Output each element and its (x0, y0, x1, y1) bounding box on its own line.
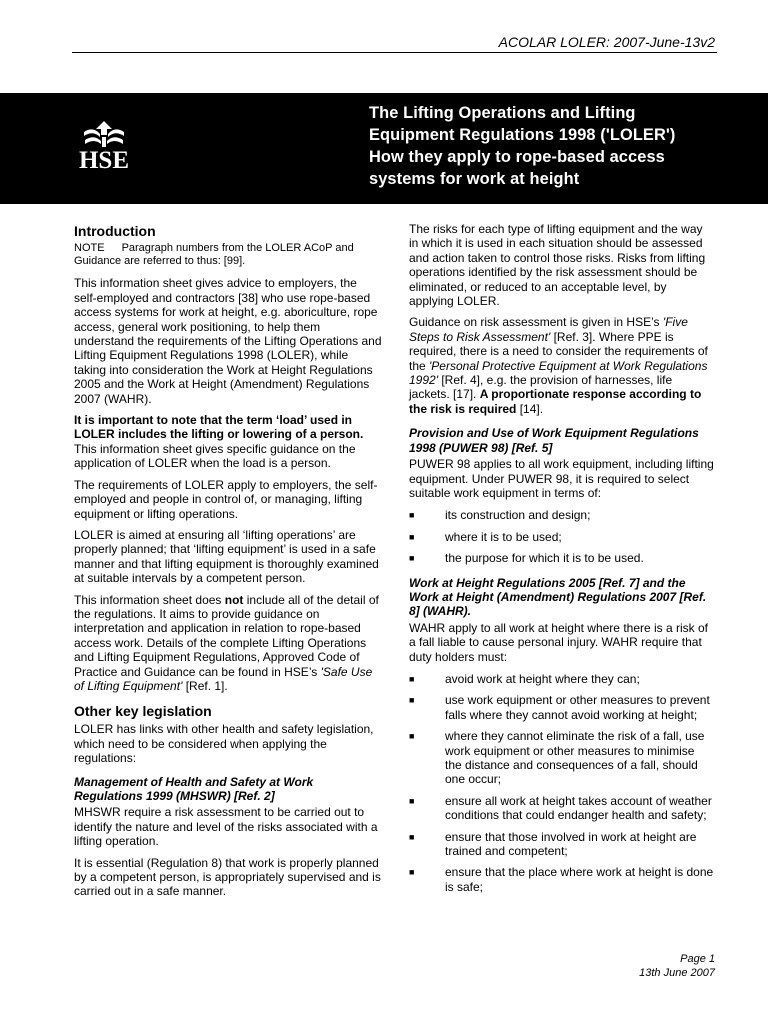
wahr-heading: Work at Height Regulations 2005 [Ref. 7] and the Work at Height (Amendment) Regulations 2007 [Ref. 8] (WAHR). (409, 575, 707, 619)
scope-text: This information sheet does (74, 592, 225, 607)
list-item-text: ensure that the place where work at height is done is safe; (445, 865, 714, 894)
hse-logo (76, 120, 132, 174)
list-item-text: where it is to be used; (445, 529, 562, 544)
puwer-paragraph: PUWER 98 applies to all work equipment, including lifting equipment. Under PUWER 98, it is required to select suitable work equipment in terms of: (409, 457, 714, 500)
list-item (409, 794, 714, 823)
guidance-text: [Ref. 3]. Where PPE is required, there is a need to consider the requirements of the (409, 329, 708, 373)
guidance-emphasis: A proportionate response according to the risk is required (409, 387, 702, 416)
guidance-paragraph (409, 315, 714, 416)
guidance-text: [14]. (516, 401, 544, 416)
guidance-text: [Ref. 4], e.g. the provision of harnesses, life jackets. [17]. (409, 373, 673, 402)
list-item (409, 693, 714, 722)
right-column (409, 222, 714, 901)
list-item-text: where they cannot eliminate the risk of a fall, use work equipment or other measures to minimise the distance and consequences of a fall, should one occur; (445, 729, 705, 787)
title-line: Equipment Regulations 1998 ('LOLER') (369, 126, 676, 144)
publication-title: 'Personal Protective Equipment at Work Regulations 1992' (409, 358, 708, 388)
footer-date: 13th June 2007 (639, 967, 715, 979)
scope-text: include all of the detail of the regulations. It aims to provide guidance on interpretation and application in relation to rope-based access work. Details of the complete Lifting Operations and Lifting Equipment Regulations, Approved Code of Practice and Guidance can be found in HSE’s (74, 592, 379, 679)
header-rule (72, 52, 717, 53)
scope-text: [Ref. 1]. (182, 678, 228, 693)
bullet-icon: ■ (409, 673, 415, 684)
bullet-icon: ■ (409, 553, 415, 564)
left-column (74, 222, 382, 906)
title-line: systems for work at height (369, 170, 580, 188)
mhswr-paragraph: MHSWR require a risk assessment to be carried out to identify the nature and level of the risks associated with a lifting operation. (74, 805, 378, 849)
list-item (409, 830, 714, 859)
title-line: The Lifting Operations and Lifting (369, 104, 636, 122)
wahr-bullet-list (409, 672, 714, 894)
bullet-icon: ■ (409, 795, 415, 806)
page-number: Page 1 (680, 953, 715, 965)
scope-paragraph (74, 593, 382, 694)
load-paragraph-rest: This information sheet gives specific guidance on the application of LOLER when the load is a person. (74, 441, 356, 471)
title-line: How they apply to rope-based access (369, 148, 665, 166)
planning-paragraph: It is essential (Regulation 8) that work is properly planned by a competent person, is appropriately supervised and is carried out in a safe manner. (74, 855, 381, 899)
list-item-text: its construction and design; (445, 508, 591, 523)
list-item-text: use work equipment or other measures to prevent falls where they cannot avoid working at height; (445, 693, 710, 722)
list-item (409, 530, 714, 544)
list-item-text: avoid work at height where they can; (445, 671, 640, 686)
list-item-text: ensure that those involved in work at height are trained and competent; (445, 829, 697, 859)
page-footer (639, 952, 715, 980)
applicability-paragraph: The requirements of LOLER apply to employers, the self-employed and people in control of, or managing, lifting equipment or lifting operations. (74, 477, 378, 521)
legislation-links-paragraph: LOLER has links with other health and safety legislation, which need to be considered when applying the regulations: (74, 722, 374, 766)
bullet-icon: ■ (409, 831, 415, 842)
scope-emphasis: not (224, 592, 244, 607)
list-item (409, 551, 714, 565)
note-paragraph (74, 242, 382, 268)
guidance-text: Guidance on risk assessment is given in HSE’s (409, 315, 663, 330)
intro-paragraph: This information sheet gives advice to employers, the self-employed and contractors [38] who use rope-based access systems for work at height, e.g. aboriculture, rope access, general work positioning, to help them understand the requirements of the Lifting Operations and Lifting Equipment Regulations 1998 (LOLER), while taking into consideration the Work at Height Regulations 2005 and the Work at Height (Amendment) Regulations 2007 (WAHR). (74, 276, 382, 406)
list-item (409, 508, 714, 522)
hse-emblem-icon (81, 120, 127, 148)
puwer-heading: Provision and Use of Work Equipment Regulations 1998 (PUWER 98) [Ref. 5] (409, 426, 699, 455)
banner-title (369, 102, 759, 190)
list-item-text: the purpose for which it is to be used. (445, 551, 644, 566)
load-emphasis: It is important to note that the term ‘load’ used in LOLER includes the lifting or lowering of a person. (74, 413, 364, 442)
bullet-icon: ■ (409, 695, 415, 706)
introduction-heading: Introduction (74, 223, 156, 239)
wahr-paragraph: WAHR apply to all work at height where there is a risk of a fall liable to cause personal injury. WAHR require that duty holders must: (409, 620, 709, 664)
other-legislation-heading: Other key legislation (74, 703, 212, 720)
note-label: NOTE (74, 242, 105, 254)
list-item (409, 672, 714, 686)
bullet-icon: ■ (409, 867, 415, 878)
publication-title: 'Safe Use of Lifting Equipment' (74, 664, 373, 693)
bullet-icon: ■ (409, 731, 415, 742)
list-item (409, 729, 714, 787)
publication-title: 'Five Steps to Risk Assessment' (409, 315, 688, 344)
list-item (409, 865, 714, 894)
risk-paragraph: The risks for each type of lifting equipment and the way in which it is used in each situation should be assessed and action taken to control those risks. Risks from lifting operations identified by the risk assessment should be eliminated, or reduced to an acceptable level, by applying LOLER. (409, 222, 706, 309)
puwer-bullet-list (409, 508, 714, 565)
note-text: Paragraph numbers from the LOLER ACoP and Guidance are referred to thus: [99]. (74, 242, 354, 268)
hse-logo-text: HSE (78, 147, 130, 174)
document-reference: ACOLAR LOLER: 2007-June-13v2 (498, 34, 715, 50)
list-item-text: ensure all work at height takes account of weather conditions that could endanger health and safety; (445, 793, 712, 823)
bullet-icon: ■ (409, 531, 415, 542)
aim-paragraph: LOLER is aimed at ensuring all ‘lifting operations’ are properly planned; that ‘lifting equipment’ is used in a safe manner and that lifting equipment is thoroughly examined at suitable intervals by a competent person. (74, 527, 379, 586)
bullet-icon: ■ (409, 510, 415, 521)
mhswr-heading: Management of Health and Safety at Work Regulations 1999 (MHSWR) [Ref. 2] (74, 774, 314, 803)
load-paragraph (74, 413, 382, 471)
